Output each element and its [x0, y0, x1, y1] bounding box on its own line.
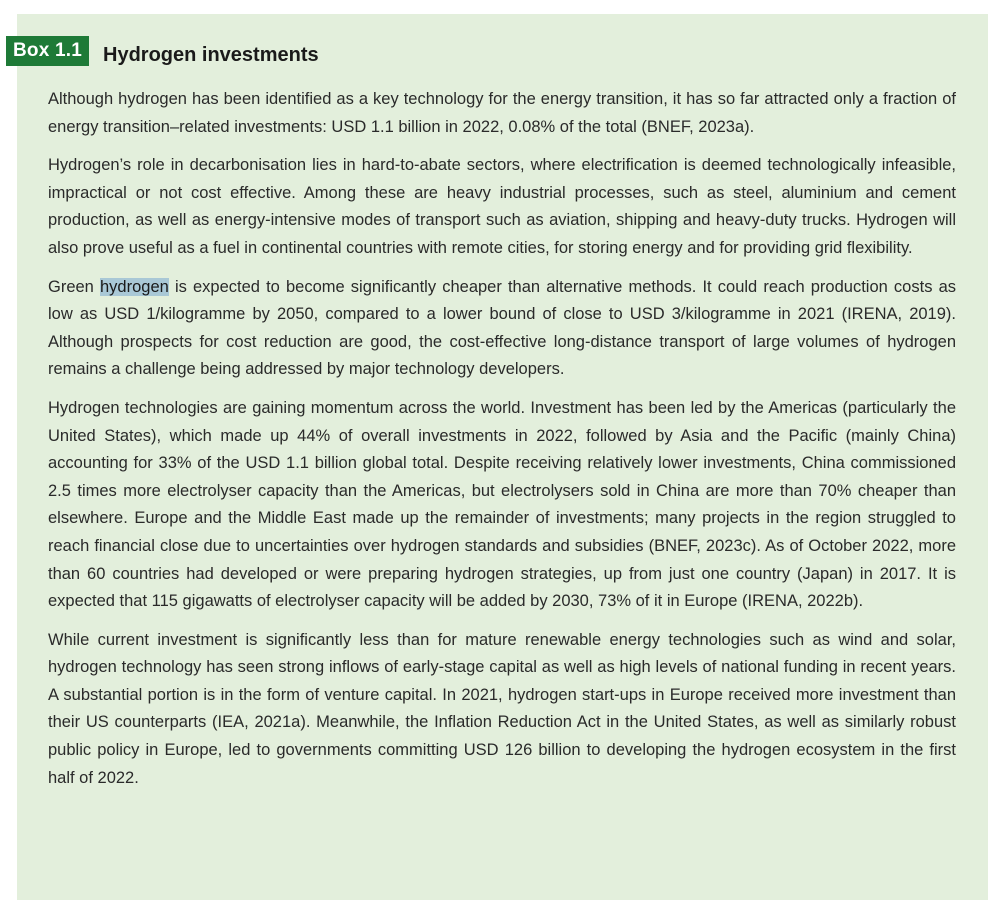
box-title: Hydrogen investments: [103, 44, 319, 66]
highlighted-word-selection[interactable]: hydrogen: [100, 277, 169, 296]
paragraph-3: [48, 274, 956, 384]
paragraph-3-start: Green: [48, 277, 100, 296]
box-number-label: Box 1.1: [6, 36, 89, 66]
box-body: [48, 86, 956, 803]
paragraph-2: Hydrogen’s role in decarbonisation lies in hard-to-abate sectors, where electrification is deemed technologically infeasible, impractical or not cost effective. Among these are heavy industrial processes, such as steel, aluminium and cement production, as well as energy-intensive modes of transport such as aviation, shipping and heavy-duty trucks. Hydrogen will also prove useful as a fuel in continental countries with remote cities, for storing energy and for providing grid flexibility.: [48, 156, 956, 257]
paragraph-1: Although hydrogen has been identified as a key technology for the energy transition, it has so far attracted only a fraction of energy transition–related investments: USD 1.1 billion in 2022, 0.08% of the total (BNEF, 2023a).: [48, 90, 956, 136]
paragraph-3-rest: is expected to become significantly cheaper than alternative methods. It could reach production costs as low as USD 1/kilogramme by 2050, compared to a lower bound of close to USD 3/kilogramme in 2021 (IRENA, 2019). Although prospects for cost reduction are good, the cost-effective long-distance transport of large volumes of hydrogen remains a challenge being addressed by major technology developers.: [48, 277, 956, 379]
paragraph-4: Hydrogen technologies are gaining momentum across the world. Investment has been led by the Americas (particularly the United States), which made up 44% of overall investments in 2022, followed by Asia and the Pacific (mainly China) accounting for 33% of the USD 1.1 billion global total. Despite receiving relatively lower investments, China commissioned 2.5 times more electrolyser capacity than the Americas, but electrolysers sold in China are more than 70% cheaper than elsewhere. Europe and the Middle East made up the remainder of investments; many projects in the region struggled to reach financial close due to uncertainties over hydrogen standards and subsidies (BNEF, 2023c). As of October 2022, more than 60 countries had developed or were preparing hydrogen strategies, up from just one country (Japan) in 2017. It is expected that 115 gigawatts of electrolyser capacity will be added by 2030, 73% of it in Europe (IRENA, 2022b).: [48, 398, 956, 611]
paragraph-5: While current investment is significantly less than for mature renewable energy technologies such as wind and solar, hydrogen technology has seen strong inflows of early-stage capital as well as high levels of national funding in recent years. A substantial portion is in the form of venture capital. In 2021, hydrogen start-ups in Europe received more investment than their US counterparts (IEA, 2021a). Meanwhile, the Inflation Reduction Act in the United States, as well as similarly robust public policy in Europe, led to governments committing USD 126 billion to developing the hydrogen ecosystem in the first half of 2022.: [48, 630, 956, 787]
